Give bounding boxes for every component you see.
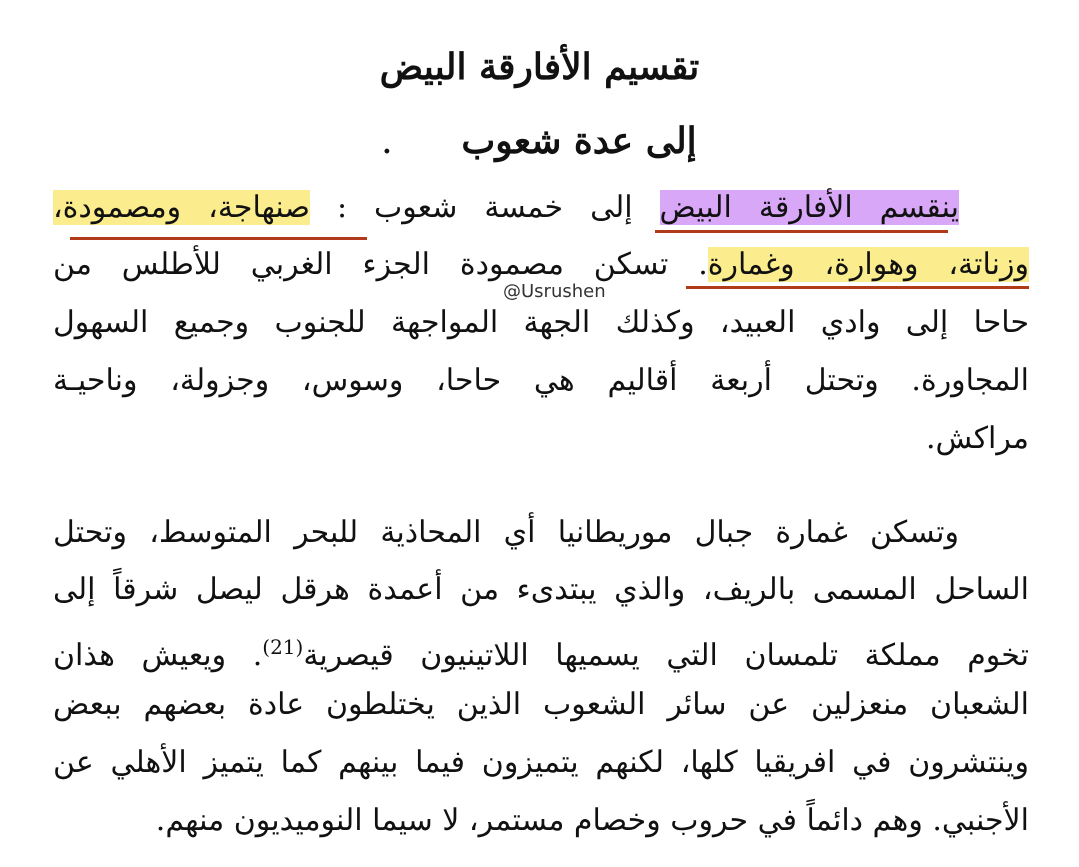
paragraph-2-line-1: وتسكن غمارة جبال موريطانيا أي المحاذية للبحر المتوسط، وتحتل [53, 515, 959, 550]
underline-mark-3 [686, 286, 1029, 289]
paragraph-1-line-1-middle: إلى خمسة شعوب : [309, 190, 660, 225]
paragraph-2-line-3-before: تخوم مملكة تلمسان التي يسميها اللاتينيون قيصرية [303, 638, 1029, 673]
title-line-1: تقسيم الأفارقة البيض [379, 46, 700, 88]
paragraph-2-line-5: وينتشرون في افريقيا كلها، لكنهم يتميزون فيما بينهم كما يتميز الأهلي عن [53, 745, 1029, 780]
page-title [0, 30, 1079, 182]
title-dot: . [382, 130, 392, 160]
yellow-highlight-1: صنهاجة، ومصمودة، [53, 190, 310, 225]
purple-highlight: ينقسم الأفارقة البيض [659, 190, 959, 225]
paragraph-1-line-1 [53, 181, 1029, 235]
underline-mark-1 [655, 230, 948, 233]
footnote-ref: (21) [262, 635, 304, 659]
paragraph-1-line-4: المجاورة. وتحتل أربعة أقاليم هي حاحا، وسوس، وجزولة، وناحيـة [53, 363, 1029, 398]
yellow-highlight-2: وزناتة، وهوارة، وغمارة [707, 247, 1029, 282]
paragraph-1-line-2-rest: . تسكن مصمودة الجزء الغربي للأطلس من [53, 247, 708, 282]
paragraph-1-line-3: حاحا إلى وادي العبيد، وكذلك الجهة المواجهة للجنوب وجميع السهول [53, 305, 1029, 340]
paragraph-2-line-2: الساحل المسمى بالريف، والذي يبتدىء من أعمدة هرقل ليصل شرقاً إلى [53, 572, 1029, 607]
paragraph-2-line-4: الشعبان منعزلين عن سائر الشعوب الذين يختلطون عادة بعضهم ببعض [53, 687, 1029, 722]
watermark: @Usrushen [503, 281, 606, 302]
paragraph-2-line-3 [53, 620, 1029, 674]
title-line-2 [0, 104, 1079, 182]
paragraph-2-line-3-after: . ويعيش هذان [53, 638, 263, 673]
paragraph-1-line-5: مراكش. [925, 421, 1029, 456]
paragraph-2-line-6: الأجنبي. وهم دائماً في حروب وخصام مستمر، لا سيما النوميديون منهم. [155, 803, 1029, 838]
title-line-2-text: إلى عدة شعوب [461, 120, 697, 162]
